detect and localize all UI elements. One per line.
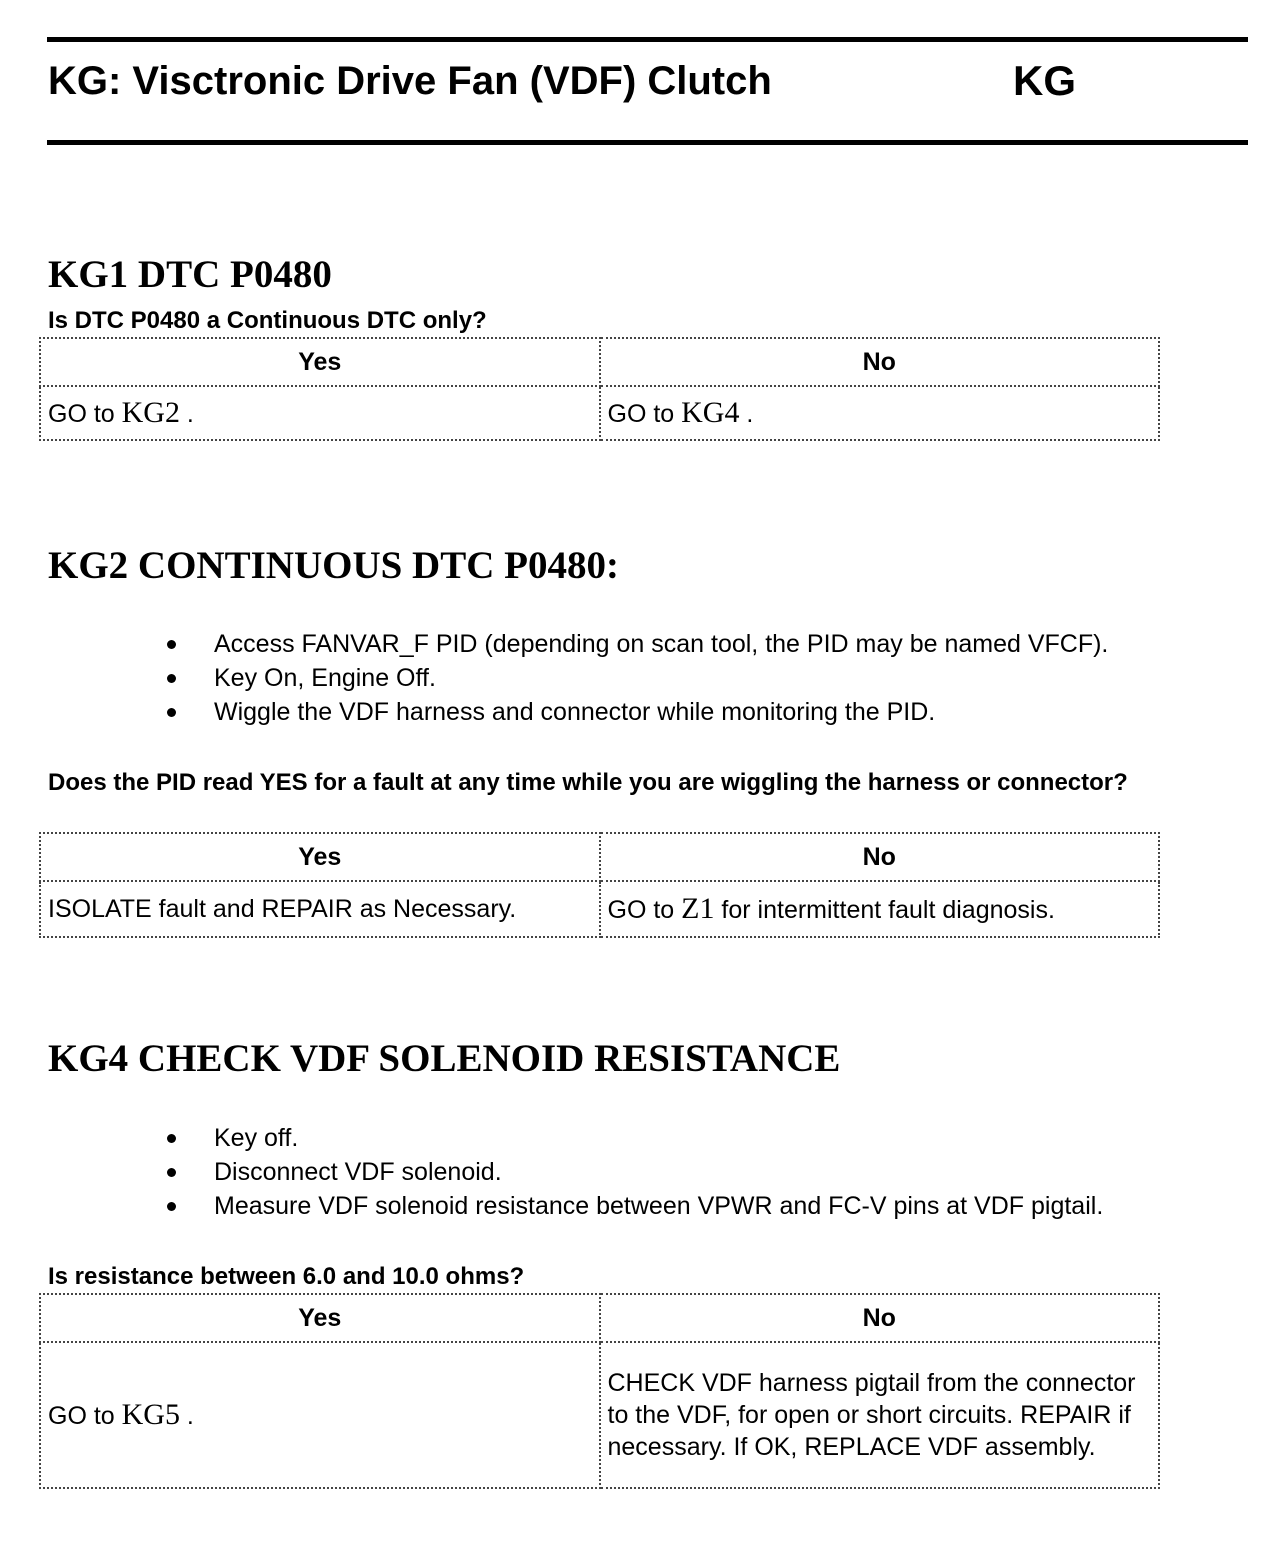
answer-table-kg2 [39,832,1160,938]
no-cell [600,386,1160,440]
yes-cell [40,386,600,440]
document-title: KG: Visctronic Drive Fan (VDF) Clutch [48,59,772,103]
table-header-row [40,833,1159,881]
steps-list-kg4 [160,1121,1103,1223]
yes-prefix: GO to [48,399,122,428]
list-item: Key On, Engine Off. [160,661,1108,695]
section-heading-kg2: KG2 CONTINUOUS DTC P0480: [48,544,619,587]
table-row [40,881,1159,937]
table-row [40,1342,1159,1488]
list-item: Key off. [160,1121,1103,1155]
section-heading-kg1: KG1 DTC P0480 [48,253,332,296]
yes-suffix: . [179,399,194,428]
list-item: Disconnect VDF solenoid. [160,1155,1103,1189]
yes-header: Yes [40,338,600,386]
list-item: Measure VDF solenoid resistance between VPWR and FC-V pins at VDF pigtail. [160,1189,1103,1223]
no-prefix: GO to [607,399,682,428]
yes-cell [40,1342,600,1488]
document-code: KG [1013,57,1076,104]
question-kg4: Is resistance between 6.0 and 10.0 ohms? [48,1263,525,1290]
answer-table-kg4 [39,1293,1160,1489]
no-header: No [600,1294,1160,1342]
section-heading-kg4: KG4 CHECK VDF SOLENOID RESISTANCE [48,1037,841,1080]
header-bottom-rule [47,140,1248,145]
yes-suffix: . [179,1401,194,1430]
no-cell [600,881,1160,937]
question-kg1: Is DTC P0480 a Continuous DTC only? [48,307,487,334]
no-cell: CHECK VDF harness pigtail from the connector to the VDF, for open or short circuits. REPAIR if necessary. If OK, REPLACE VDF assembly. [600,1342,1160,1488]
yes-header: Yes [40,833,600,881]
no-prefix: GO to [607,895,682,924]
header-top-rule [47,37,1248,42]
list-item: Access FANVAR_F PID (depending on scan tool, the PID may be named VFCF). [160,627,1108,661]
no-header: No [600,338,1160,386]
table-header-row [40,1294,1159,1342]
no-suffix: . [739,399,754,428]
table-row [40,386,1159,440]
table-header-row [40,338,1159,386]
question-kg2: Does the PID read YES for a fault at any time while you are wiggling the harness or connector? [48,769,1128,796]
steps-list-kg2 [160,627,1108,729]
yes-prefix: GO to [48,1401,122,1430]
yes-header: Yes [40,1294,600,1342]
link-kg4[interactable]: KG4 [681,395,740,429]
link-z1[interactable]: Z1 [681,891,715,925]
no-suffix: for intermittent fault diagnosis. [714,895,1055,924]
answer-table-kg1 [39,337,1160,441]
yes-cell: ISOLATE fault and REPAIR as Necessary. [40,881,600,937]
list-item: Wiggle the VDF harness and connector while monitoring the PID. [160,695,1108,729]
link-kg5[interactable]: KG5 [121,1397,180,1431]
link-kg2[interactable]: KG2 [121,395,180,429]
no-header: No [600,833,1160,881]
